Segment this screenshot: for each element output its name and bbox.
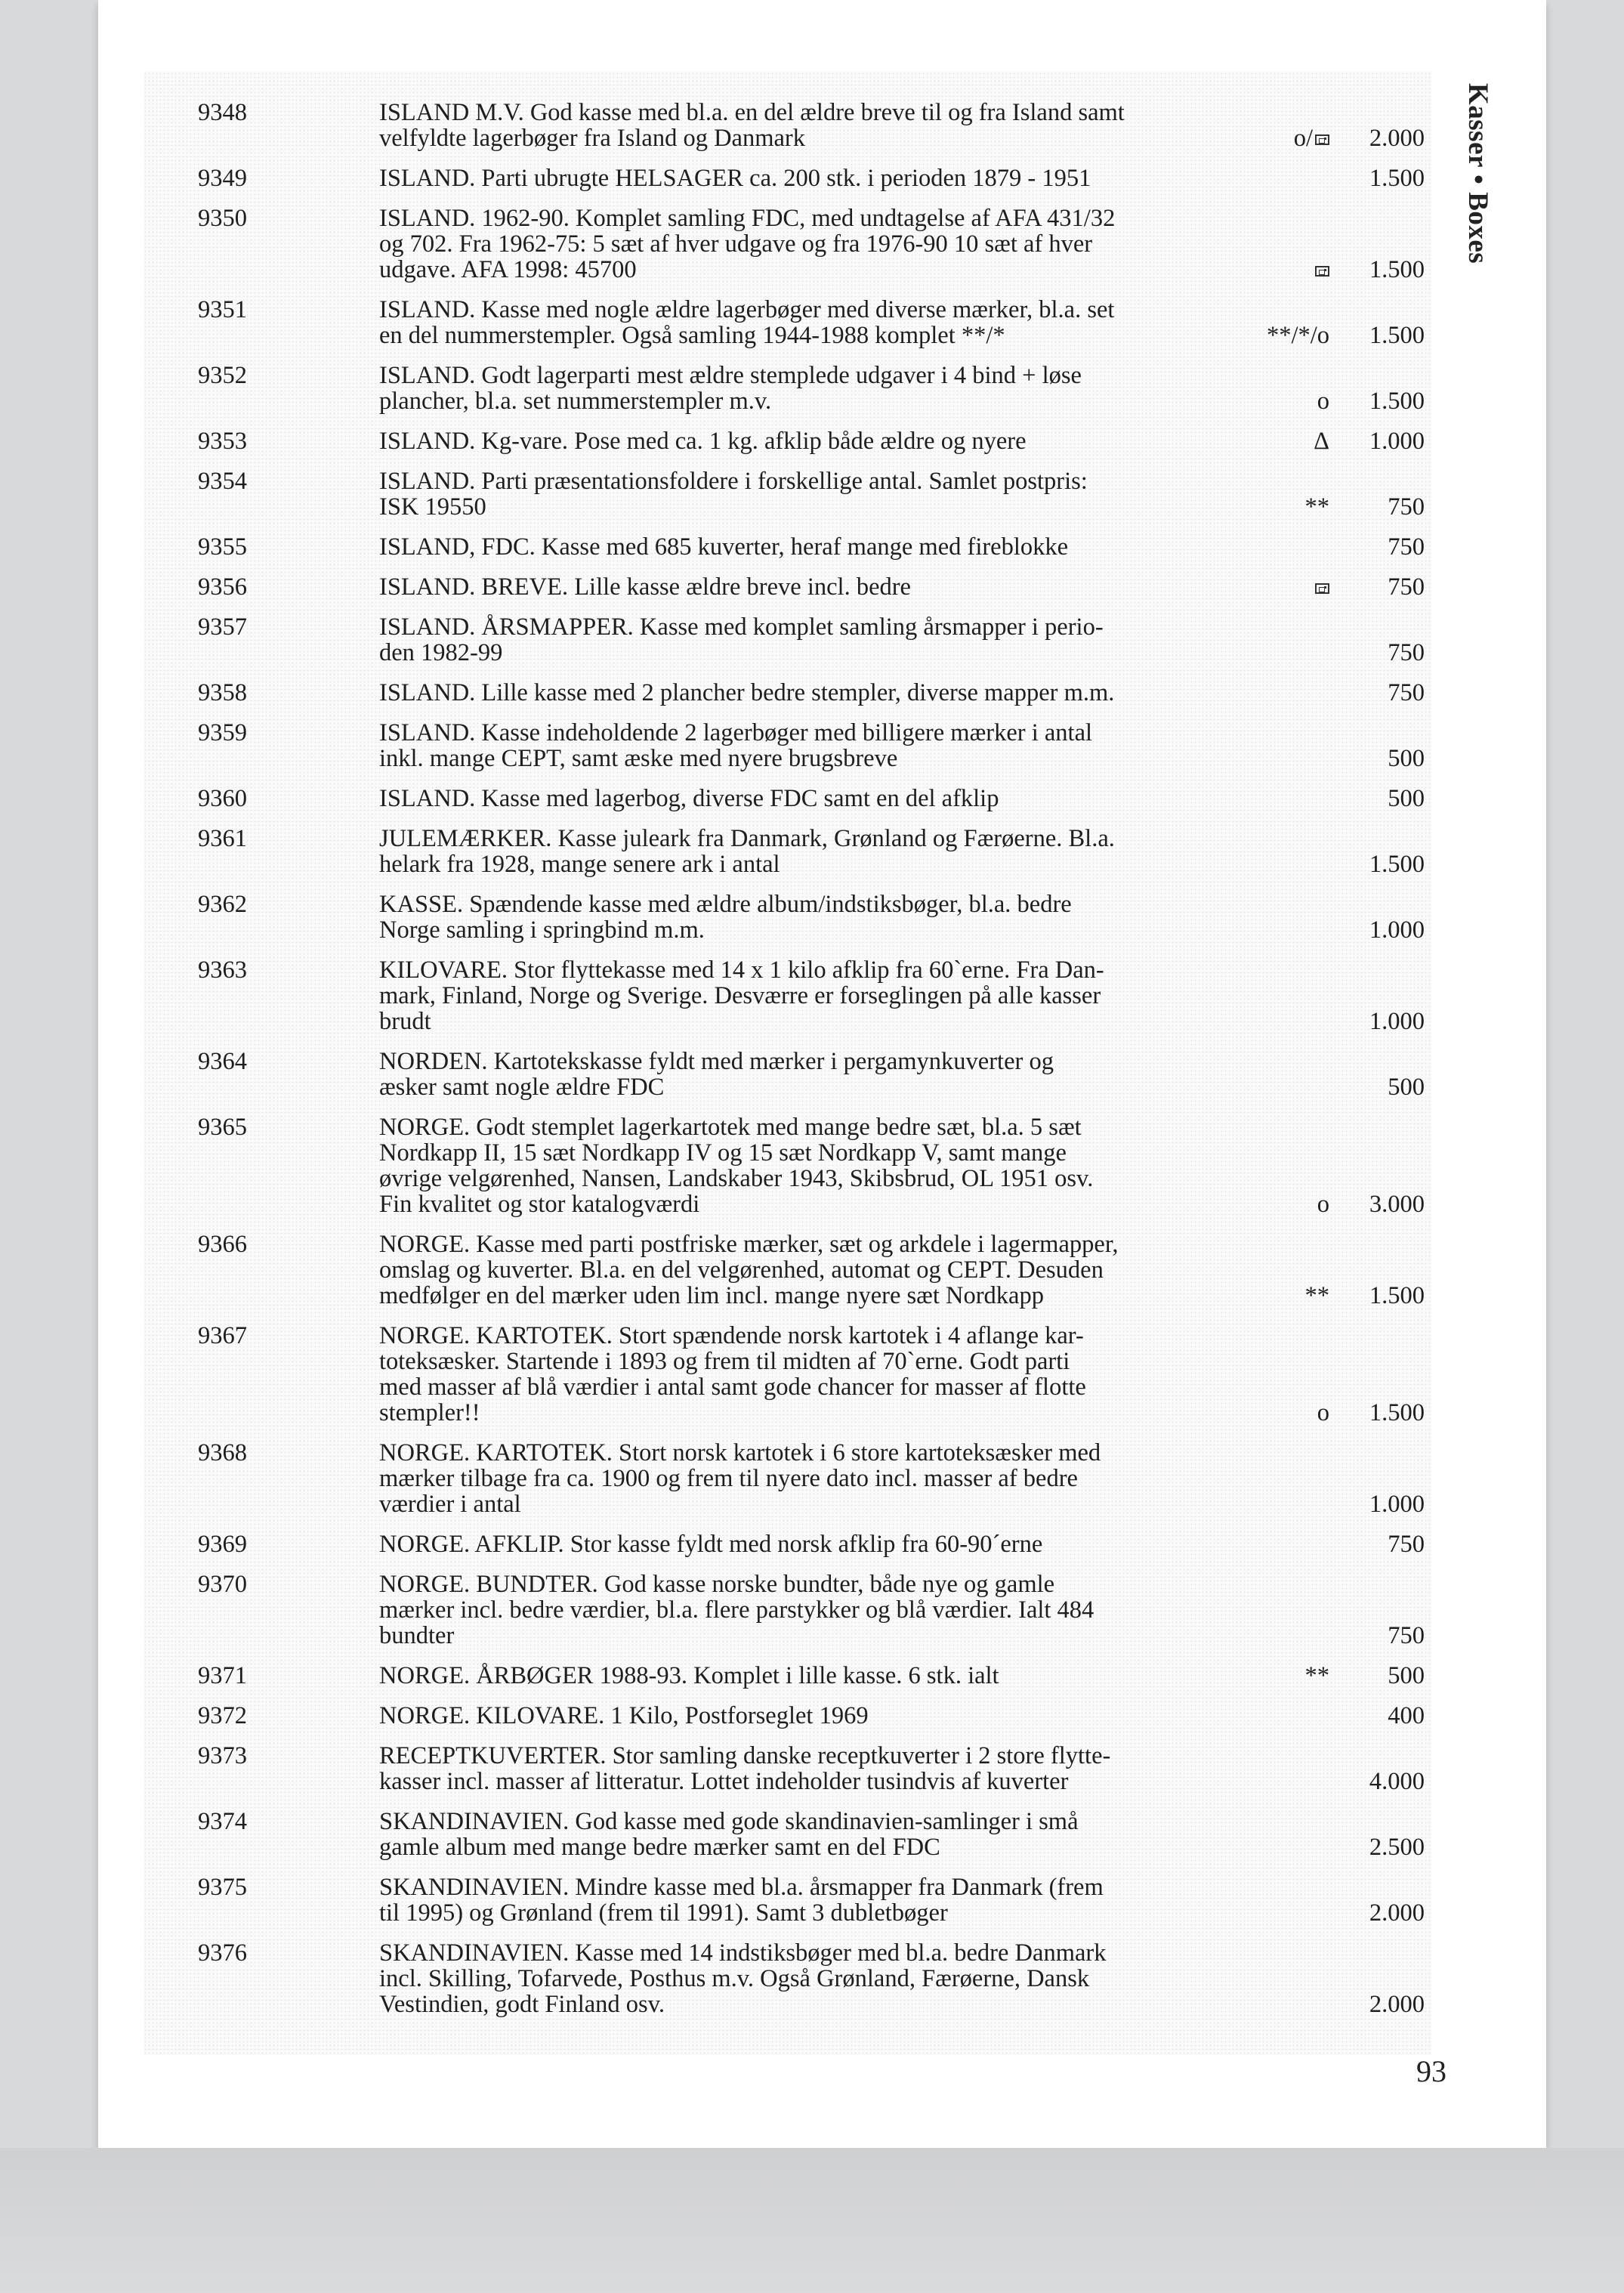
condition-mark xyxy=(1209,1191,1329,1217)
lot-number: 9368 xyxy=(198,1439,247,1466)
estimate-price: 1.500 xyxy=(1369,1399,1425,1426)
estimate-price: 750 xyxy=(1388,533,1425,561)
description-line: SKANDINAVIEN. Kasse med 14 indstiksbøger med bl.a. bedre Danmark xyxy=(379,1939,1107,1967)
description-line: øvrige velgørenhed, Nansen, Landskaber 1943, Skibsbrud, OL 1951 osv. xyxy=(379,1165,1094,1192)
lot-description xyxy=(379,1049,1255,1100)
lot-description xyxy=(379,1809,1255,1860)
description-line: Vestindien, godt Finland osv. xyxy=(379,1991,665,2018)
description-line: helark fra 1928, mange senere ark i antal xyxy=(379,851,780,878)
lot-description xyxy=(379,206,1255,283)
lot-row xyxy=(0,297,1624,348)
lot-number: 9374 xyxy=(198,1808,247,1835)
lot-description xyxy=(379,786,1255,811)
lot-number: 9364 xyxy=(198,1048,247,1075)
description-line: værdier i antal xyxy=(379,1491,521,1518)
description-line: KILOVARE. Stor flyttekasse med 14 x 1 kilo afklip fra 60`erne. Fra Dan- xyxy=(379,956,1104,984)
lot-row xyxy=(0,165,1624,191)
lot-number: 9373 xyxy=(198,1742,247,1769)
lot-number: 9357 xyxy=(198,613,247,641)
lot-number: 9356 xyxy=(198,573,247,601)
condition-text: o xyxy=(1317,1399,1329,1426)
description-line: ISLAND. BREVE. Lille kasse ældre breve incl. bedre xyxy=(379,573,911,601)
lot-row xyxy=(0,680,1624,706)
condition-mark xyxy=(1209,1400,1329,1426)
description-line: KASSE. Spændende kasse med ældre album/indstiksbøger, bl.a. bedre xyxy=(379,891,1072,918)
condition-mark xyxy=(1209,428,1329,454)
lot-description xyxy=(379,1571,1255,1649)
description-line: en del nummerstempler. Også samling 1944-1988 komplet **/* xyxy=(379,322,1005,349)
estimate-price: 750 xyxy=(1388,639,1425,666)
description-line: RECEPTKUVERTER. Stor samling danske receptkuverter i 2 store flytte- xyxy=(379,1742,1111,1769)
description-line: omslag og kuverter. Bl.a. en del velgørenhed, automat og CEPT. Desuden xyxy=(379,1256,1104,1284)
description-line: JULEMÆRKER. Kasse juleark fra Danmark, Grønland og Færøerne. Bl.a. xyxy=(379,825,1115,852)
condition-mark xyxy=(1209,323,1329,348)
condition-text: ** xyxy=(1304,1662,1329,1689)
description-line: NORGE. Kasse med parti postfriske mærker, sæt og arkdele i lagermapper, xyxy=(379,1231,1119,1258)
lot-number: 9358 xyxy=(198,679,247,706)
lot-description xyxy=(379,165,1255,191)
lot-number: 9371 xyxy=(198,1662,247,1689)
description-line: mærker tilbage fra ca. 1900 og frem til nyere dato incl. masser af bedre xyxy=(379,1465,1078,1492)
condition-text: o xyxy=(1317,1191,1329,1218)
lot-row xyxy=(0,206,1624,283)
lot-description xyxy=(379,534,1255,560)
lot-row xyxy=(0,1114,1624,1217)
lot-number: 9351 xyxy=(198,296,247,323)
lot-row xyxy=(0,574,1624,600)
lot-number: 9367 xyxy=(198,1322,247,1349)
lot-description xyxy=(379,1440,1255,1517)
lot-description xyxy=(379,428,1255,454)
lot-number: 9376 xyxy=(198,1939,247,1967)
estimate-price: 1.000 xyxy=(1369,1008,1425,1035)
section-title: Kasser • Boxes xyxy=(1462,83,1493,264)
cover-envelope-icon xyxy=(1315,583,1329,594)
estimate-price: 750 xyxy=(1388,679,1425,706)
scan-background xyxy=(0,2148,1624,2293)
lot-number: 9363 xyxy=(198,956,247,984)
estimate-price: 750 xyxy=(1388,1622,1425,1649)
lot-description xyxy=(379,1663,1255,1689)
lot-row xyxy=(0,1531,1624,1557)
lot-row xyxy=(0,614,1624,666)
description-line: ISLAND. 1962-90. Komplet samling FDC, med undtagelse af AFA 431/32 xyxy=(379,205,1116,232)
estimate-price: 500 xyxy=(1388,1074,1425,1101)
lot-description xyxy=(379,1323,1255,1426)
description-line: ISLAND. Kasse indeholdende 2 lagerbøger med billigere mærker i antal xyxy=(379,719,1093,746)
description-line: incl. Skilling, Tofarvede, Posthus m.v. Også Grønland, Færøerne, Dansk xyxy=(379,1965,1090,1992)
lot-description xyxy=(379,826,1255,877)
lot-row xyxy=(0,892,1624,943)
estimate-price: 2.000 xyxy=(1369,1991,1425,2018)
description-line: Fin kvalitet og stor katalogværdi xyxy=(379,1191,700,1218)
lot-description xyxy=(379,468,1255,520)
description-line: til 1995) og Grønland (frem til 1991). Samt 3 dubletbøger xyxy=(379,1899,948,1927)
lot-row xyxy=(0,1703,1624,1729)
lot-number: 9365 xyxy=(198,1114,247,1141)
description-line: ISLAND. Godt lagerparti mest ældre stemplede udgaver i 4 bind + løse xyxy=(379,362,1082,389)
lot-number: 9366 xyxy=(198,1231,247,1258)
cover-envelope-icon xyxy=(1315,266,1329,277)
description-line: NORGE. KARTOTEK. Stort spændende norsk kartotek i 4 aflange kar- xyxy=(379,1322,1084,1349)
lot-description xyxy=(379,892,1255,943)
description-line: NORGE. KILOVARE. 1 Kilo, Postforseglet 1969 xyxy=(379,1702,869,1729)
lot-description xyxy=(379,614,1255,666)
lot-row xyxy=(0,1049,1624,1100)
condition-mark xyxy=(1209,125,1329,151)
estimate-price: 3.000 xyxy=(1369,1191,1425,1218)
lot-number: 9369 xyxy=(198,1531,247,1558)
description-line: ISLAND. Parti ubrugte HELSAGER ca. 200 stk. i perioden 1879 - 1951 xyxy=(379,165,1091,192)
description-line: toteksæsker. Startende i 1893 og frem til midten af 70`erne. Godt parti xyxy=(379,1348,1070,1375)
description-line: SKANDINAVIEN. Mindre kasse med bl.a. årsmapper fra Danmark (frem xyxy=(379,1874,1104,1901)
description-line: Nordkapp II, 15 sæt Nordkapp IV og 15 sæt Nordkapp V, samt mange xyxy=(379,1139,1067,1167)
description-line: NORGE. ÅRBØGER 1988-93. Komplet i lille kasse. 6 stk. ialt xyxy=(379,1662,999,1689)
description-line: gamle album med mange bedre mærker samt en del FDC xyxy=(379,1834,940,1861)
cover-envelope-icon xyxy=(1315,134,1329,145)
lot-row xyxy=(0,1940,1624,2017)
lot-description xyxy=(379,574,1255,600)
lot-description xyxy=(379,363,1255,414)
lot-row xyxy=(0,1663,1624,1689)
description-line: inkl. mange CEPT, samt æske med nyere brugsbreve xyxy=(379,745,898,772)
description-line: ISLAND M.V. God kasse med bl.a. en del ældre breve til og fra Island samt xyxy=(379,99,1125,126)
lot-description xyxy=(379,680,1255,706)
lot-row xyxy=(0,363,1624,414)
lot-number: 9370 xyxy=(198,1571,247,1598)
lot-row xyxy=(0,1323,1624,1426)
lot-number: 9355 xyxy=(198,533,247,561)
lot-number: 9375 xyxy=(198,1874,247,1901)
description-line: ISLAND. Kasse med lagerbog, diverse FDC samt en del afklip xyxy=(379,785,999,812)
lot-number: 9372 xyxy=(198,1702,247,1729)
description-line: og 702. Fra 1962-75: 5 sæt af hver udgave og fra 1976-90 10 sæt af hver xyxy=(379,230,1093,258)
lot-description xyxy=(379,1940,1255,2017)
lot-row xyxy=(0,1440,1624,1517)
lot-row xyxy=(0,720,1624,771)
lot-row xyxy=(0,1231,1624,1309)
lot-number: 9360 xyxy=(198,785,247,812)
condition-mark xyxy=(1209,388,1329,414)
lot-number: 9349 xyxy=(198,165,247,192)
lot-row xyxy=(0,1874,1624,1926)
estimate-price: 1.000 xyxy=(1369,1491,1425,1518)
estimate-price: 1.500 xyxy=(1369,256,1425,283)
estimate-price: 2.000 xyxy=(1369,1899,1425,1927)
estimate-price: 2.500 xyxy=(1369,1834,1425,1861)
description-line: NORDEN. Kartotekskasse fyldt med mærker i pergamynkuverter og xyxy=(379,1048,1054,1075)
condition-mark xyxy=(1209,574,1329,600)
lot-number: 9350 xyxy=(198,205,247,232)
description-line: kasser incl. masser af litteratur. Lottet indeholder tusindvis af kuverter xyxy=(379,1768,1069,1795)
estimate-price: 1.500 xyxy=(1369,1282,1425,1309)
description-line: bundter xyxy=(379,1622,455,1649)
description-line: æsker samt nogle ældre FDC xyxy=(379,1074,665,1101)
lot-row xyxy=(0,468,1624,520)
lot-row xyxy=(0,786,1624,811)
condition-text: o/ xyxy=(1293,125,1313,152)
condition-mark xyxy=(1209,1663,1329,1689)
description-line: NORGE. KARTOTEK. Stort norsk kartotek i 6 store kartoteksæsker med xyxy=(379,1439,1101,1466)
description-line: udgave. AFA 1998: 45700 xyxy=(379,256,637,283)
lot-number: 9359 xyxy=(198,719,247,746)
description-line: ISK 19550 xyxy=(379,493,486,521)
description-line: ISLAND. Parti præsentationsfoldere i forskellige antal. Samlet postpris: xyxy=(379,468,1088,495)
lot-row xyxy=(0,428,1624,454)
lot-row xyxy=(0,1809,1624,1860)
estimate-price: 750 xyxy=(1388,493,1425,521)
estimate-price: 2.000 xyxy=(1369,125,1425,152)
lot-row xyxy=(0,957,1624,1034)
estimate-price: 1.500 xyxy=(1369,851,1425,878)
description-line: NORGE. Godt stemplet lagerkartotek med mange bedre sæt, bl.a. 5 sæt xyxy=(379,1114,1082,1141)
estimate-price: 750 xyxy=(1388,573,1425,601)
description-line: ISLAND. Kasse med nogle ældre lagerbøger med diverse mærker, bl.a. set xyxy=(379,296,1115,323)
description-line: velfyldte lagerbøger fra Island og Danmark xyxy=(379,125,806,152)
estimate-price: 750 xyxy=(1388,1531,1425,1558)
lot-row xyxy=(0,534,1624,560)
description-line: NORGE. AFKLIP. Stor kasse fyldt med norsk afklip fra 60-90´erne xyxy=(379,1531,1043,1558)
estimate-price: 500 xyxy=(1388,1662,1425,1689)
lot-number: 9354 xyxy=(198,468,247,495)
lot-description xyxy=(379,297,1255,348)
description-line: medfølger en del mærker uden lim incl. mange nyere sæt Nordkapp xyxy=(379,1282,1044,1309)
description-line: mark, Finland, Norge og Sverige. Desværre er forseglingen på alle kasser xyxy=(379,982,1101,1009)
condition-mark xyxy=(1209,494,1329,520)
lot-row xyxy=(0,100,1624,151)
lot-number: 9362 xyxy=(198,891,247,918)
description-line: ISLAND. ÅRSMAPPER. Kasse med komplet samling årsmapper i perio- xyxy=(379,613,1104,641)
lot-number: 9361 xyxy=(198,825,247,852)
description-line: plancher, bl.a. set nummerstempler m.v. xyxy=(379,388,772,415)
estimate-price: 1.000 xyxy=(1369,428,1425,455)
description-line: stempler!! xyxy=(379,1399,480,1426)
condition-mark xyxy=(1209,257,1329,283)
lot-number: 9348 xyxy=(198,99,247,126)
lot-description xyxy=(379,100,1255,151)
lot-description xyxy=(379,1531,1255,1557)
lot-description xyxy=(379,1114,1255,1217)
estimate-price: 1.500 xyxy=(1369,165,1425,192)
estimate-price: 4.000 xyxy=(1369,1768,1425,1795)
description-line: ISLAND. Kg-vare. Pose med ca. 1 kg. afklip både ældre og nyere xyxy=(379,428,1027,455)
description-line: brudt xyxy=(379,1008,431,1035)
lot-row xyxy=(0,826,1624,877)
condition-text: Δ xyxy=(1314,428,1329,455)
lot-row xyxy=(0,1571,1624,1649)
lot-description xyxy=(379,1874,1255,1926)
condition-text: ** xyxy=(1304,1282,1329,1309)
lot-description xyxy=(379,1743,1255,1794)
description-line: den 1982-99 xyxy=(379,639,503,666)
estimate-price: 400 xyxy=(1388,1702,1425,1729)
lot-number: 9352 xyxy=(198,362,247,389)
estimate-price: 1.000 xyxy=(1369,916,1425,944)
description-line: med masser af blå værdier i antal samt gode chancer for masser af flotte xyxy=(379,1374,1086,1401)
condition-text: o xyxy=(1317,388,1329,415)
lot-description xyxy=(379,1703,1255,1729)
description-line: mærker incl. bedre værdier, bl.a. flere parstykker og blå værdier. Ialt 484 xyxy=(379,1596,1095,1624)
condition-mark xyxy=(1209,1283,1329,1309)
lot-number: 9353 xyxy=(198,428,247,455)
description-line: ISLAND. Lille kasse med 2 plancher bedre stempler, diverse mapper m.m. xyxy=(379,679,1115,706)
estimate-price: 500 xyxy=(1388,745,1425,772)
description-line: ISLAND, FDC. Kasse med 685 kuverter, heraf mange med fireblokke xyxy=(379,533,1069,561)
condition-text: **/*/o xyxy=(1266,322,1329,349)
estimate-price: 1.500 xyxy=(1369,388,1425,415)
page-number: 93 xyxy=(1416,2054,1446,2088)
description-line: NORGE. BUNDTER. God kasse norske bundter, både nye og gamle xyxy=(379,1571,1055,1598)
estimate-price: 500 xyxy=(1388,785,1425,812)
lot-description xyxy=(379,1231,1255,1309)
lot-description xyxy=(379,720,1255,771)
estimate-price: 1.500 xyxy=(1369,322,1425,349)
condition-text: ** xyxy=(1304,493,1329,521)
lot-description xyxy=(379,957,1255,1034)
description-line: SKANDINAVIEN. God kasse med gode skandinavien-samlinger i små xyxy=(379,1808,1079,1835)
description-line: Norge samling i springbind m.m. xyxy=(379,916,705,944)
lot-row xyxy=(0,1743,1624,1794)
